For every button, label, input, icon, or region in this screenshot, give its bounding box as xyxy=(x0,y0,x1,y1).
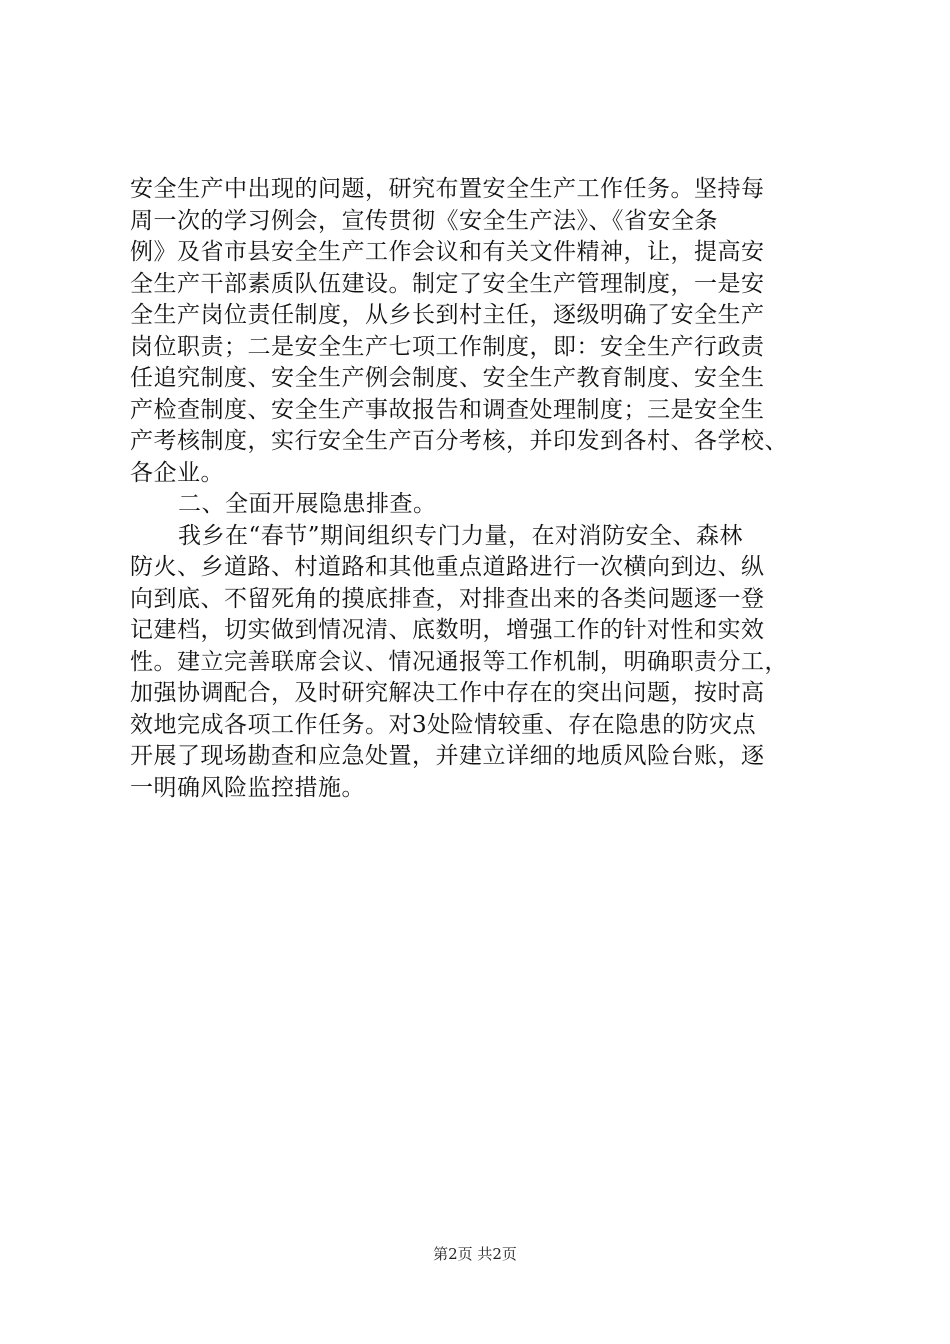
text-line: 岗位职责；二是安全生产七项工作制度，即：安全生产行政责 xyxy=(130,333,765,360)
text-line: 性。建立完善联席会议、情况通报等工作机制，明确职责分工， xyxy=(130,648,788,675)
text-line: 开展了现场勘查和应急处置，并建立详细的地质风险台账，逐 xyxy=(130,743,765,769)
text-line: 全生产干部素质队伍建设。制定了安全生产管理制度，一是安 xyxy=(130,270,765,297)
text-line: 加强协调配合，及时研究解决工作中存在的突出问题，按时高 xyxy=(130,680,765,706)
text-line: 产考核制度，实行安全生产百分考核，并印发到各村、各学校、 xyxy=(130,428,788,454)
text-line: 各企业。 xyxy=(130,459,224,486)
text-line: 安全生产中出现的问题，研究布置安全生产工作任务。坚持每 xyxy=(130,176,765,202)
text-line: 防火、乡道路、村道路和其他重点道路进行一次横向到边、纵 xyxy=(130,554,765,580)
text-line: 效地完成各项工作任务。对3处险情较重、存在隐患的防灾点 xyxy=(130,711,757,738)
text-line: 记建档，切实做到情况清、底数明，增强工作的针对性和实效 xyxy=(130,617,765,643)
text-line: 我乡在“春节”期间组织专门力量，在对消防安全、森林 xyxy=(178,522,744,549)
text-line: 一明确风险监控措施。 xyxy=(130,774,365,801)
page-number: 第2页 共2页 xyxy=(433,1245,517,1263)
text-line: 例》及省市县安全生产工作会议和有关文件精神，让，提高安 xyxy=(130,239,765,265)
text-line: 向到底、不留死角的摸底排查，对排查出来的各类问题逐一登 xyxy=(130,585,765,612)
text-line: 周一次的学习例会，宣传贯彻《安全生产法》、《省安全条 xyxy=(130,207,718,234)
section-heading: 二、全面开展隐患排查。 xyxy=(178,491,437,517)
text-line: 任追究制度、安全生产例会制度、安全生产教育制度、安全生 xyxy=(130,365,765,391)
text-line: 产检查制度、安全生产事故报告和调查处理制度；三是安全生 xyxy=(130,396,765,423)
document-body xyxy=(130,174,820,804)
text-line: 全生产岗位责任制度，从乡长到村主任，逐级明确了安全生产 xyxy=(130,302,765,328)
